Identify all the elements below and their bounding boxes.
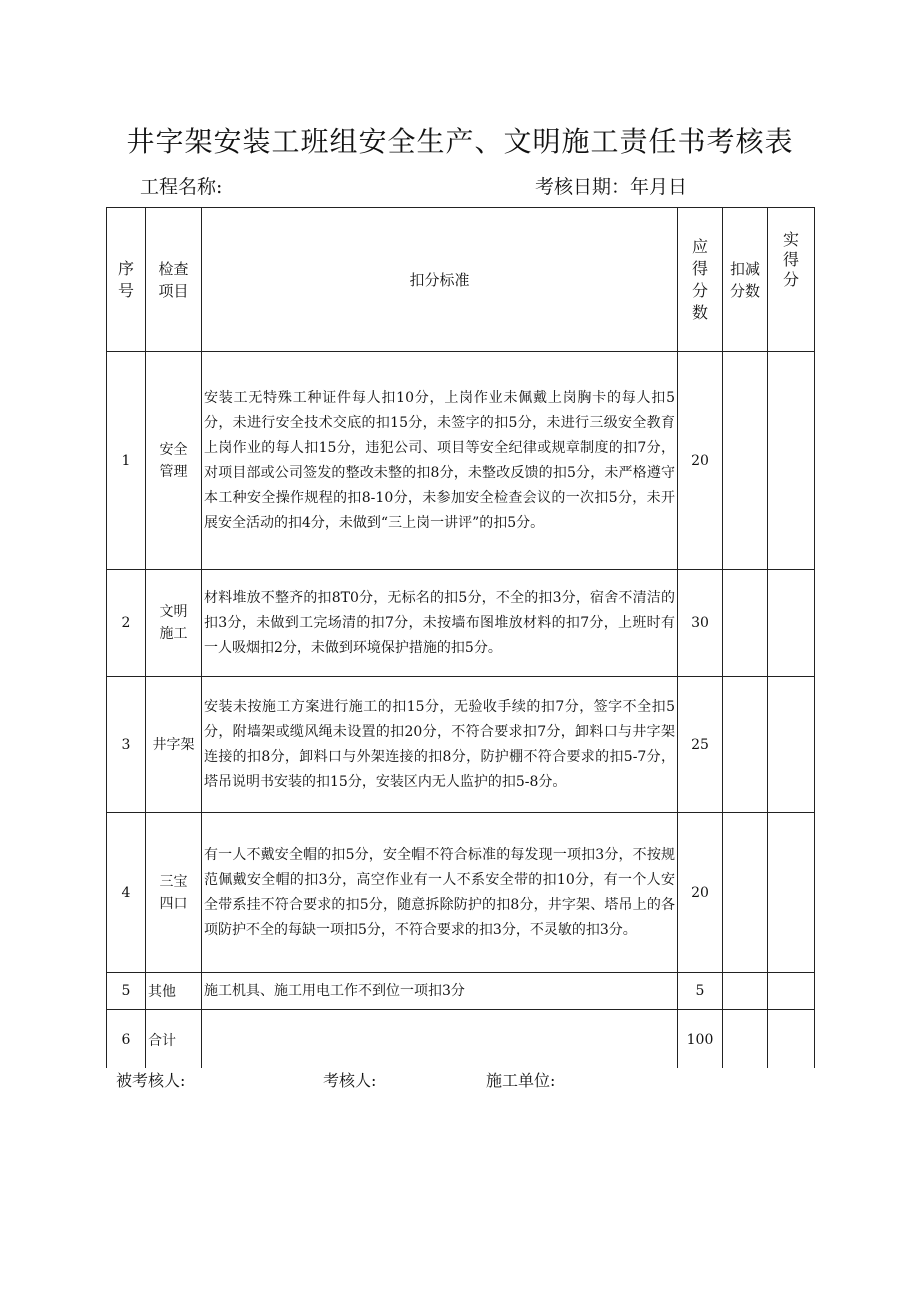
row-points: 20	[678, 813, 723, 973]
table-row	[107, 973, 815, 1010]
row-deduct[interactable]	[723, 352, 768, 570]
row-actual[interactable]	[768, 570, 815, 677]
row-item: 文明施工	[146, 570, 202, 677]
row-deduct[interactable]	[723, 677, 768, 813]
assessor-label: 考核人:	[323, 1071, 377, 1090]
header-no: 序号	[107, 208, 146, 352]
row-points: 20	[678, 352, 723, 570]
total-row	[107, 1010, 815, 1070]
row-actual[interactable]	[768, 352, 815, 570]
row-points: 30	[678, 570, 723, 677]
row-actual[interactable]	[768, 677, 815, 813]
row-actual[interactable]	[768, 973, 815, 1010]
row-standard: 材料堆放不整齐的扣8T0分，无标名的扣5分，不全的扣3分，宿舍不清洁的扣3分，未做到工完场清的扣7分，未按墙布图堆放材料的扣7分，上班时有一人吸烟扣2分，未做到环境保护措施的扣5分。	[202, 570, 678, 677]
header-points: 应得分数	[678, 208, 723, 352]
row-item: 安全管理	[146, 352, 202, 570]
header-row	[107, 208, 815, 352]
assessment-table	[106, 207, 815, 1070]
row-deduct[interactable]	[723, 1010, 768, 1070]
header-standard: 扣分标准	[202, 208, 678, 352]
row-standard: 安装未按施工方案进行施工的扣15分，无验收手续的扣7分，签字不全扣5分，附墙架或缆风绳未设置的扣20分，不符合要求扣7分，卸料口与井字架连接的扣8分，卸料口与外架连接的扣8分，防护棚不符合要求的扣5-7分，塔吊说明书安装的扣15分，安装区内无人监护的扣5-8分。	[202, 677, 678, 813]
row-no: 6	[107, 1010, 146, 1070]
row-deduct[interactable]	[723, 813, 768, 973]
row-deduct[interactable]	[723, 973, 768, 1010]
row-standard: 安装工无特殊工种证件每人扣10分，上岗作业未佩戴上岗胸卡的每人扣5分，未进行安全技术交底的扣15分，未签字的扣5分，未进行三级安全教育上岗作业的每人扣15分，违犯公司、项目等安全纪律或规章制度的扣7分，对项目部或公司签发的整改未整的扣8分，未整改反馈的扣5分，未严格遵守本工种安全操作规程的扣8-10分，未参加安全检查会议的一次扣5分，未开展安全活动的扣4分，未做到“三上岗一讲评”的扣5分。	[202, 352, 678, 570]
assessment-date-label: 考核日期：年月日	[535, 176, 688, 198]
table-row	[107, 352, 815, 570]
header-deduct: 扣减分数	[723, 208, 768, 352]
table-row	[107, 677, 815, 813]
header-item: 检查项目	[146, 208, 202, 352]
row-no: 2	[107, 570, 146, 677]
row-item: 三宝四口	[146, 813, 202, 973]
construction-unit-label: 施工单位:	[486, 1071, 556, 1090]
row-standard	[202, 1010, 678, 1070]
row-item: 合计	[146, 1010, 202, 1070]
row-points: 100	[678, 1010, 723, 1070]
row-deduct[interactable]	[723, 570, 768, 677]
row-item: 其他	[146, 973, 202, 1010]
header-actual: 实得分	[768, 208, 815, 352]
table-row	[107, 570, 815, 677]
table-row	[107, 813, 815, 973]
row-item: 井字架	[146, 677, 202, 813]
row-actual[interactable]	[768, 813, 815, 973]
project-name-label: 工程名称:	[140, 176, 223, 198]
row-standard: 施工机具、施工用电工作不到位一项扣3分	[202, 973, 678, 1010]
row-no: 4	[107, 813, 146, 973]
row-no: 3	[107, 677, 146, 813]
table-bottom-mask	[100, 1068, 820, 1074]
row-points: 5	[678, 973, 723, 1010]
row-no: 1	[107, 352, 146, 570]
row-standard: 有一人不戴安全帽的扣5分，安全帽不符合标准的每发现一项扣3分，不按规范佩戴安全帽的扣3分，高空作业有一人不系安全带的扣10分，有一个人安全带系挂不符合要求的扣5分，随意拆除防护的扣8分，井字架、塔吊上的各项防护不全的每缺一项扣5分，不符合要求的扣3分，不灵敏的扣3分。	[202, 813, 678, 973]
form-title: 井字架安装工班组安全生产、文明施工责任书考核表	[126, 125, 794, 158]
row-actual[interactable]	[768, 1010, 815, 1070]
assessee-label: 被考核人:	[116, 1071, 186, 1090]
row-no: 5	[107, 973, 146, 1010]
row-points: 25	[678, 677, 723, 813]
